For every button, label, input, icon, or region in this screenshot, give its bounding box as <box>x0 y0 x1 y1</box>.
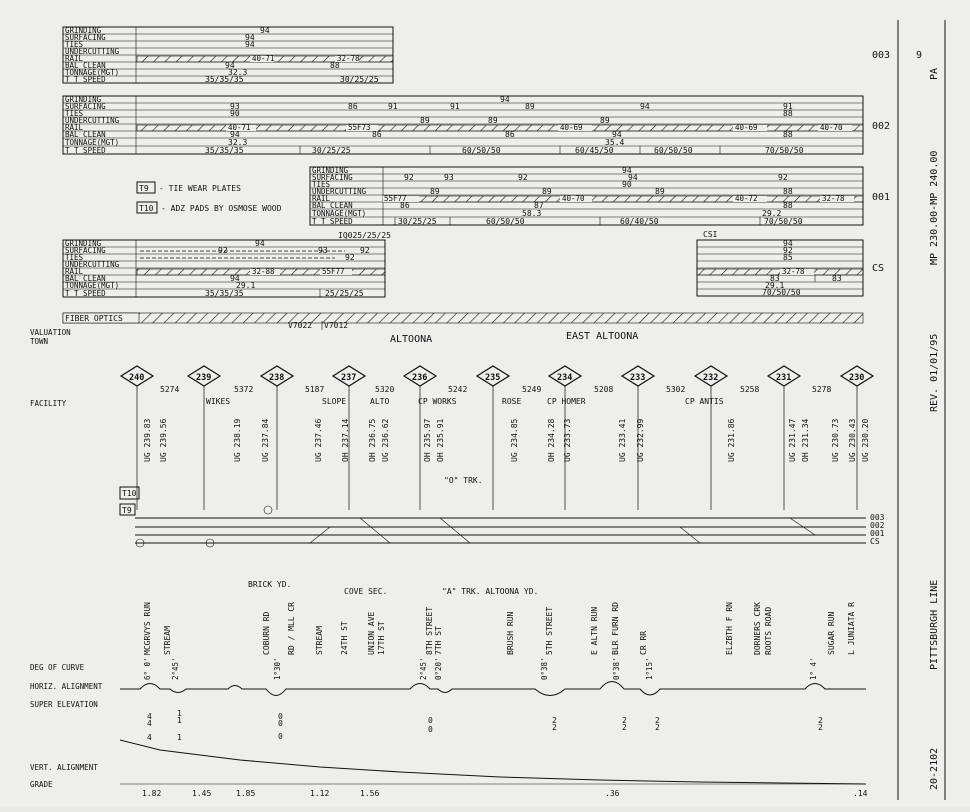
valuation-section: V7012 <box>324 321 349 330</box>
row-label-undercutting: UNDERCUTTING <box>65 260 120 269</box>
track-003-table <box>63 26 890 84</box>
surfacing-value: 92 <box>404 173 414 182</box>
track-id-003: 003 <box>872 50 891 61</box>
ties-value: 85 <box>783 253 793 262</box>
curve-degree: 0°38' <box>540 657 549 680</box>
bridge-id: UG 231.47 <box>788 418 797 462</box>
row-label-speed: T T SPEED <box>312 217 353 226</box>
track-id-002: 002 <box>872 121 891 132</box>
row-label-speed: T T SPEED <box>65 75 106 84</box>
super-elevation-value: 2 <box>622 716 627 725</box>
milepost-number: 234 <box>557 373 573 383</box>
facility-name: WIKES <box>206 397 231 406</box>
speed-value: 70/50/50 <box>764 217 803 226</box>
line-name: PITTSBURGH LINE <box>929 579 940 670</box>
town-label: TOWN <box>30 337 49 346</box>
facility-name: CP HOMER <box>547 397 586 406</box>
crossing-name: STREAM <box>163 626 172 655</box>
super-elevation-value: 0 <box>278 732 283 741</box>
grinding-value: 94 <box>255 239 265 248</box>
rail-value: 32-88 <box>252 267 275 276</box>
surfacing-value: 91 <box>388 102 398 111</box>
horizontal-alignment-line <box>120 682 866 696</box>
bal-clean-value: 94 <box>230 130 240 139</box>
yard-label: "O" TRK. <box>444 476 483 485</box>
undercutting-value: 89 <box>420 116 430 125</box>
super-elevation-value: 2 <box>655 723 660 732</box>
bal-clean-value: 88 <box>783 201 793 210</box>
crossing-name: COBURN RD <box>262 611 271 655</box>
milepost-number: 239 <box>196 373 212 383</box>
milepost-number: 237 <box>341 373 357 383</box>
crossing-name: UNION AVE <box>367 611 376 655</box>
milepost-number: 236 <box>412 373 428 383</box>
row-label-ties: TIES <box>312 180 331 189</box>
surfacing-value: 94 <box>628 173 638 182</box>
surfacing-value: 93 <box>444 173 454 182</box>
curve-degree: 0°38' <box>612 657 621 680</box>
curve-degree: 1°30' <box>273 657 282 680</box>
grade-layer <box>142 789 868 798</box>
bridge-id: UG 230.43 <box>848 418 857 462</box>
rail-value: 55F77 <box>384 194 407 203</box>
rail-value: 40-71 <box>228 123 251 132</box>
document-number: 20-2102 <box>929 747 940 790</box>
track-id-003: 003 <box>870 513 885 522</box>
bridge-id: UG 239.83 <box>143 418 152 462</box>
rail-value: 40-70 <box>562 194 585 203</box>
tonnage-value: 32.3 <box>228 68 248 77</box>
crossing-name: 17TH ST <box>377 621 386 655</box>
rail-value: 40-70 <box>820 123 843 132</box>
super-elevation-value: 1 <box>177 709 182 718</box>
crossing-name: CR RR <box>639 630 648 655</box>
bridge-id: UG 232.99 <box>636 418 645 462</box>
grinding-value: 94 <box>783 239 793 248</box>
milepost-number: 232 <box>703 373 719 383</box>
facility-code: 5302 <box>666 385 686 394</box>
row-label-speed: T T SPEED <box>65 146 106 155</box>
crossing-name: 5TH STREET <box>545 606 554 655</box>
bridge-id: UG 237.46 <box>314 418 323 462</box>
tonnage-value: 29.1 <box>765 281 785 290</box>
bal-clean-value: 87 <box>534 201 544 210</box>
facility-name: CP ANTIS <box>685 397 724 406</box>
super-elevation-value: 4 <box>147 712 152 721</box>
bridge-id: UG 237.84 <box>261 418 270 462</box>
row-label-grinding: GRINDING <box>65 239 102 248</box>
speed-value: 30/25/25 <box>312 146 351 155</box>
speed-value: 60/50/50 <box>654 146 693 155</box>
rail-value: 32-78 <box>822 194 845 203</box>
ties-value: 94 <box>245 40 255 49</box>
facility-code: 5278 <box>812 385 832 394</box>
crossing-name: MCGRVYS RUN <box>143 602 152 655</box>
legend-t10-tag: T10 <box>139 204 154 213</box>
sheet-number: 9 <box>916 50 923 61</box>
curve-degree: 1°15' <box>645 657 654 680</box>
undercutting-value: 89 <box>488 116 498 125</box>
row-label-rail: RAIL <box>65 267 84 276</box>
super-elevation-value: 0 <box>428 725 433 734</box>
track-002-table <box>63 95 890 155</box>
crossing-name: L JUNIATA R <box>847 602 856 655</box>
cs-speed-note: IQ025/25/25 <box>338 231 391 240</box>
track-id-002: 002 <box>870 521 885 530</box>
super-elevation-value: 2 <box>552 723 557 732</box>
rail-value: 32-78 <box>337 54 360 63</box>
undercutting-value: 89 <box>655 187 665 196</box>
town-altoona: ALTOONA <box>390 334 433 345</box>
super-elevation-value: 0 <box>278 719 283 728</box>
state-code: PA <box>929 67 940 80</box>
csi-label: CSI <box>703 230 718 239</box>
milepost-number: 230 <box>849 373 865 383</box>
row-label-rail: RAIL <box>65 123 84 132</box>
super-elevation-value: 2 <box>818 723 823 732</box>
curve-degree: 0°20' <box>434 657 443 680</box>
crossing-name: DORNERS CRK <box>753 602 762 655</box>
super-elevation-value: 4 <box>147 719 152 728</box>
crossing-name: RD / MLL CR <box>287 602 296 655</box>
row-label-rail: RAIL <box>312 194 331 203</box>
tonnage-value: 35.4 <box>605 138 625 147</box>
speed-value: 70/50/50 <box>765 146 804 155</box>
surfacing-value: 92 <box>778 173 788 182</box>
curve-degree: 2°45' <box>171 657 180 680</box>
bridge-id: OH 231.34 <box>801 418 810 462</box>
bridge-id: OH 236.75 <box>368 418 377 462</box>
surfacing-value: 92 <box>360 246 370 255</box>
crossing-name: E ALTN RUN <box>590 606 599 655</box>
track-id-cs: CS <box>872 263 885 274</box>
surfacing-value: 91 <box>783 102 793 111</box>
speed-value: 30/25/25 <box>340 75 379 84</box>
super-elevation-value: 0 <box>278 712 283 721</box>
track-001-table <box>310 166 890 226</box>
super-elevation-value: 1 <box>177 733 182 742</box>
track-cs-table <box>63 231 391 298</box>
vert-label: VERT. ALIGNMENT <box>30 763 98 772</box>
undercutting-value: 89 <box>600 116 610 125</box>
super-elevation-value: 2 <box>818 716 823 725</box>
surfacing-value: 93 <box>318 246 328 255</box>
row-label-bal-clean: BAL CLEAN <box>312 201 353 210</box>
ties-value: 90 <box>230 109 240 118</box>
super-elevation-value: 1 <box>177 716 182 725</box>
rail-value: 40-69 <box>735 123 758 132</box>
legend-t9-tag: T9 <box>139 184 149 193</box>
bridge-id: OH 235.97 <box>423 418 432 462</box>
rail-value: 40-71 <box>252 54 275 63</box>
facility-name: ROSE <box>502 397 522 406</box>
track-tag-t9: T9 <box>122 506 132 515</box>
facility-code: 5372 <box>234 385 254 394</box>
speed-value: 25/25/25 <box>325 289 364 298</box>
rail-value: 40-69 <box>560 123 583 132</box>
speed-value: 60/50/50 <box>462 146 501 155</box>
grade-value: 1.12 <box>310 789 330 798</box>
curve-label: DEG OF CURVE <box>30 663 85 672</box>
rail-value: 40-72 <box>735 194 758 203</box>
row-label-ties: TIES <box>65 109 84 118</box>
track-id-cs: CS <box>870 537 880 546</box>
tonnage-value: 58.3 <box>522 209 542 218</box>
curve-layer <box>143 657 818 680</box>
milepost-number: 235 <box>485 373 501 383</box>
yard-label: BRICK YD. <box>248 580 292 589</box>
super-elevation-value: 2 <box>622 723 627 732</box>
crossing-name: SUGAR RUN <box>827 611 836 655</box>
track-csi-table <box>697 230 884 297</box>
crossing-name: ELZBTH F RN <box>725 602 734 655</box>
speed-value: 35/35/35 <box>205 75 244 84</box>
surfacing-value: 91 <box>450 102 460 111</box>
bridge-layer <box>143 418 870 462</box>
undercutting-value: 88 <box>783 187 793 196</box>
row-label-bal-clean: BAL CLEAN <box>65 274 106 283</box>
crossing-name: BLR FURN RD <box>611 602 620 655</box>
bridge-id: UG 233.41 <box>618 418 627 462</box>
curve-degree: 2°45' <box>419 657 428 680</box>
bal-clean-value: 83 <box>770 274 780 283</box>
row-label-undercutting: UNDERCUTTING <box>312 187 367 196</box>
undercutting-value: 89 <box>430 187 440 196</box>
bridge-id: UG 236.62 <box>381 418 390 462</box>
bridge-id: OH 235.91 <box>436 418 445 462</box>
facility-code: 5208 <box>594 385 614 394</box>
speed-value: 70/50/50 <box>762 288 801 297</box>
bal-clean-value: 94 <box>225 61 235 70</box>
ties-value: 92 <box>345 253 355 262</box>
grade-value: 1.85 <box>236 789 256 798</box>
title-strip <box>898 20 945 800</box>
crossing-name: 24TH ST <box>340 621 349 655</box>
undercutting-value: 89 <box>542 187 552 196</box>
surfacing-value: 93 <box>230 102 240 111</box>
facility-label: FACILITY <box>30 399 67 408</box>
surfacing-value: 94 <box>245 33 255 42</box>
yard-label: "A" TRK. ALTOONA YD. <box>442 587 539 596</box>
speed-value: 35/35/35 <box>205 289 244 298</box>
facility-name: CP WORKS <box>418 397 457 406</box>
row-label-speed: T T SPEED <box>65 289 106 298</box>
surfacing-value: 92 <box>783 246 793 255</box>
facility-name: ALTO <box>370 397 390 406</box>
tonnage-value: 29.1 <box>236 281 256 290</box>
row-label-tonnage: TONNAGE(MGT) <box>65 281 120 290</box>
surfacing-value: 89 <box>525 102 535 111</box>
row-label-surfacing: SURFACING <box>65 102 106 111</box>
row-label-rail: RAIL <box>65 54 84 63</box>
grade-value: 1.56 <box>360 789 380 798</box>
legend-t10-text: - ADZ PADS BY OSMOSE WOOD <box>161 204 282 213</box>
track-id-001: 001 <box>870 529 885 538</box>
row-label-bal-clean: BAL CLEAN <box>65 130 106 139</box>
tonnage-value: 32.3 <box>228 138 248 147</box>
bridge-id: UG 239.56 <box>159 418 168 462</box>
bal-clean-value: 86 <box>400 201 410 210</box>
bridge-id: UG 234.85 <box>510 418 519 462</box>
bridge-id: OH 234.28 <box>547 418 556 462</box>
bridge-id: UG 230.20 <box>861 418 870 462</box>
ties-value: 88 <box>783 109 793 118</box>
milepost-number: 233 <box>630 373 646 383</box>
row-label-ties: TIES <box>65 40 84 49</box>
grade-label: GRADE <box>30 780 53 789</box>
row-label-undercutting: UNDERCUTTING <box>65 47 120 56</box>
surfacing-value: 94 <box>640 102 650 111</box>
legend-t9-text: - TIE WEAR PLATES <box>159 184 241 193</box>
bridge-id: UG 233.73 <box>563 418 572 462</box>
valuation-section: V7022 <box>288 321 313 330</box>
bridge-id: UG 231.86 <box>727 418 736 462</box>
bridge-id: UG 238.19 <box>233 418 242 462</box>
row-label-tonnage: TONNAGE(MGT) <box>65 138 120 147</box>
row-label-ties: TIES <box>65 253 84 262</box>
bal-clean-value: 88 <box>330 61 340 70</box>
speed-value: 30/25/25 <box>398 217 437 226</box>
row-label-grinding: GRINDING <box>65 26 102 35</box>
grinding-value: 94 <box>500 95 510 104</box>
grade-value: .36 <box>605 789 620 798</box>
track-schematic <box>120 476 885 596</box>
milepost-number: 238 <box>269 373 285 383</box>
rail-value: 32-78 <box>782 267 805 276</box>
town-east-altoona: EAST ALTOONA <box>566 331 639 342</box>
surfacing-value: 86 <box>348 102 358 111</box>
facility-code: 5187 <box>305 385 325 394</box>
tonnage-value: 29.2 <box>762 209 782 218</box>
grinding-value: 94 <box>622 166 632 175</box>
row-label-tonnage: TONNAGE(MGT) <box>312 209 367 218</box>
crossing-name: ROOTS ROAD <box>764 606 773 655</box>
grade-value: .14 <box>853 789 868 798</box>
bal-clean-value: 88 <box>783 130 793 139</box>
bridge-id: UG 230.73 <box>831 418 840 462</box>
facility-code: 5249 <box>522 385 542 394</box>
bal-clean-value: 94 <box>230 274 240 283</box>
speed-value: 35/35/35 <box>205 146 244 155</box>
surfacing-value: 92 <box>218 246 228 255</box>
crossing-name: 7TH ST <box>434 626 443 655</box>
grade-value: 1.82 <box>142 789 162 798</box>
row-label-undercutting: UNDERCUTTING <box>65 116 120 125</box>
row-label-grinding: GRINDING <box>312 166 349 175</box>
curve-degree: 6° 0' <box>143 657 152 680</box>
fiber-optics-bar <box>63 313 863 323</box>
bal-clean-value: 83 <box>832 274 842 283</box>
surfacing-value: 92 <box>518 173 528 182</box>
valuation-label: VALUATION <box>30 328 71 337</box>
super-elevation-value: 4 <box>147 733 152 742</box>
ties-value: 90 <box>622 180 632 189</box>
row-label-surfacing: SURFACING <box>312 173 353 182</box>
grade-value: 1.45 <box>192 789 212 798</box>
stream-layer <box>143 602 856 655</box>
revision-date: REV. 01/01/95 <box>929 333 940 412</box>
vertical-alignment-profile <box>120 740 866 784</box>
facility-name: SLOPE <box>322 397 347 406</box>
speed-value: 60/50/50 <box>486 217 525 226</box>
milepost-number: 231 <box>776 373 792 383</box>
facility-code: 5242 <box>448 385 468 394</box>
facility-code: 5320 <box>375 385 395 394</box>
track-id-001: 001 <box>872 192 891 203</box>
row-label-surfacing: SURFACING <box>65 33 106 42</box>
rail-value: 55F73 <box>348 123 371 132</box>
facility-code: 5274 <box>160 385 180 394</box>
milepost-number: 240 <box>129 373 145 383</box>
speed-value: 60/45/50 <box>575 146 614 155</box>
facility-code: 5258 <box>740 385 760 394</box>
milepost-range: MP 230.00-MP 240.00 <box>929 150 940 265</box>
curve-degree: 1° 4' <box>809 657 818 680</box>
super-label: SUPER ELEVATION <box>30 700 98 709</box>
rail-value: 55F77 <box>322 267 345 276</box>
super-elevation-value: 2 <box>655 716 660 725</box>
super-elevation-value: 2 <box>552 716 557 725</box>
speed-value: 60/40/50 <box>620 217 659 226</box>
super-elevation-value: 0 <box>428 716 433 725</box>
super-layer <box>147 709 823 742</box>
grinding-value: 94 <box>260 26 270 35</box>
row-label-tonnage: TONNAGE(MGT) <box>65 68 120 77</box>
crossing-name: BRUSH RUN <box>506 611 515 655</box>
bal-clean-value: 86 <box>505 130 515 139</box>
bridge-id: OH 237.14 <box>341 418 350 462</box>
crossing-name: STREAM <box>315 626 324 655</box>
row-label-surfacing: SURFACING <box>65 246 106 255</box>
bal-clean-value: 94 <box>612 130 622 139</box>
horiz-label: HORIZ. ALIGNMENT <box>30 682 103 691</box>
fiber-optics-label: FIBER OPTICS <box>65 314 123 323</box>
yard-label: COVE SEC. <box>344 587 388 596</box>
bal-clean-value: 86 <box>372 130 382 139</box>
row-label-grinding: GRINDING <box>65 95 102 104</box>
legend <box>137 182 282 213</box>
row-label-bal-clean: BAL CLEAN <box>65 61 106 70</box>
track-tag-t10: T10 <box>122 489 137 498</box>
crossing-name: 8TH STREET <box>425 606 434 655</box>
facility-layer <box>160 385 831 406</box>
